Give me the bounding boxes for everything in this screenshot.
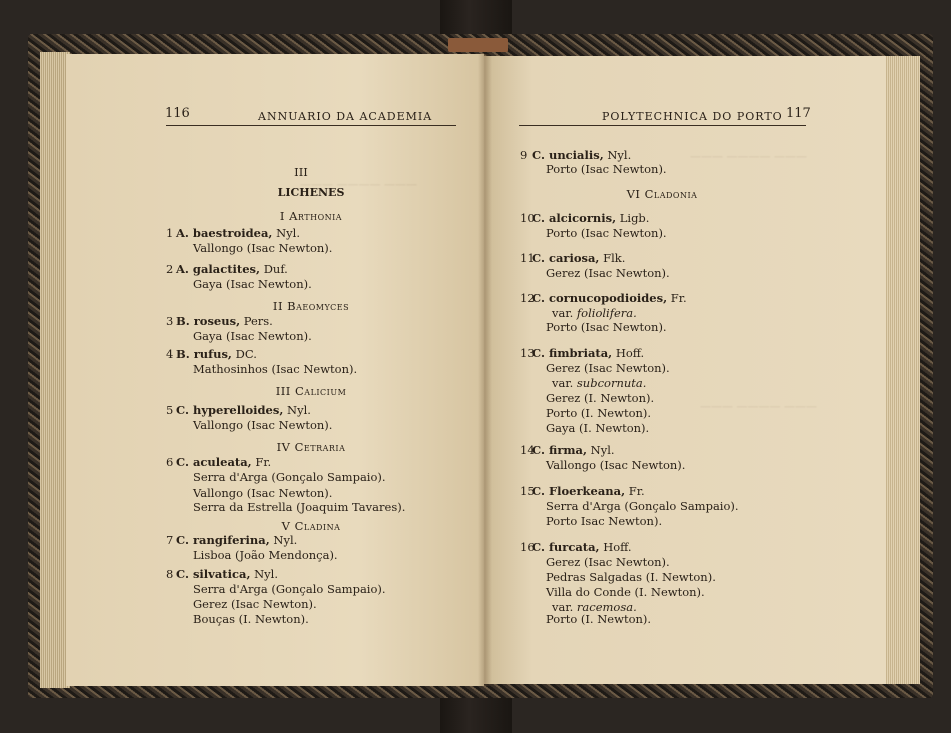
species-name: A. baestroidea, [176,226,273,240]
locality: Serra d'Arga (Gonçalo Sampaio). [193,582,386,596]
genus-heading: IV Cetraria [276,440,346,454]
locality: Porto (Isac Newton). [546,162,667,176]
species-name: B. rufus, [176,347,232,361]
species-name: C. firma, [532,443,588,457]
species-entry [176,403,311,417]
species-number: 3 [166,314,174,328]
locality: Porto (Isac Newton). [546,320,667,334]
species-number: 9 [520,148,528,162]
species-name: C. fimbriata, [532,346,613,360]
locality: Gaya (I. Newton). [546,421,650,435]
species-number: 15 [520,484,535,498]
species-author: Fr. [625,484,645,498]
variety-label: var. [552,600,577,614]
variety-name: subcornuta. [576,376,647,390]
species-entry [176,455,271,469]
species-number: 1 [166,226,174,240]
locality: Lisboa (João Mendonça). [193,548,338,562]
locality: Gerez (Isac Newton). [546,555,670,569]
locality: Gerez (Isac Newton). [193,597,317,611]
species-entry [532,540,632,554]
species-entry [176,262,288,276]
species-entry [532,346,644,360]
species-author: Nyl. [250,567,279,581]
header-rule-right [519,125,806,126]
species-number: 13 [520,346,535,360]
species-number: 12 [520,291,535,305]
variety-name: racemosa. [576,600,637,614]
section-title: LICHENES [277,186,345,199]
species-name: C. cariosa, [532,251,600,265]
locality: Villa do Conde (I. Newton). [546,585,705,599]
species-author: Hoff. [612,346,645,360]
species-author: Fr. [251,455,272,469]
genus-heading: V Cladina [281,519,341,533]
page-number-right: 117 [786,106,811,121]
variety-name: foliolifera. [576,306,637,320]
locality: Gerez (Isac Newton). [546,361,670,375]
page-edges-right [884,56,920,684]
locality: Vallongo (Isac Newton). [193,241,333,255]
species-number: 4 [166,347,174,361]
species-author: Nyl. [272,226,300,240]
locality: Serra d'Arga (Gonçalo Sampaio). [193,470,386,484]
bleed-through: ——— ———— ——— [300,178,417,191]
species-number: 8 [166,567,174,581]
species-number: 7 [166,533,174,547]
species-number: 6 [166,455,174,469]
locality: Mathosinhos (Isac Newton). [193,362,358,376]
species-entry [176,567,278,581]
species-number: 10 [520,211,535,225]
species-author: DC. [231,347,257,361]
species-name: A. galactites, [176,262,261,276]
species-author: Nyl. [283,403,311,417]
spine-tab [448,38,508,52]
species-entry [532,484,645,498]
locality: Gaya (Isac Newton). [193,329,312,343]
species-name: C. cornucopodioides, [532,291,668,305]
species-number: 16 [520,540,535,554]
locality: Porto (I. Newton). [546,612,652,626]
species-name: C. furcata, [532,540,600,554]
species-author: Flk. [599,251,626,265]
locality: Porto (I. Newton). [546,406,652,420]
species-name: C. hyperelloides, [176,403,284,417]
locality: Porto Isac Newton). [546,514,663,528]
bleed-through: ——— ———— ——— [700,400,817,413]
variety-label: var. [552,306,577,320]
locality: Serra d'Arga (Gonçalo Sampaio). [546,499,739,513]
species-author: Duf. [260,262,288,276]
species-name: B. roseus, [176,314,241,328]
variety-label: var. [552,376,577,390]
variety-entry [552,376,646,390]
species-entry [532,443,615,457]
locality: Vallongo (Isac Newton). [193,486,333,500]
locality: Bouças (I. Newton). [193,612,309,626]
section-numeral: III [294,165,308,179]
species-name: C. Floerkeana, [532,484,626,498]
locality: Pedras Salgadas (I. Newton). [546,570,716,584]
locality: Gaya (Isac Newton). [193,277,312,291]
locality: Serra da Estrella (Joaquim Tavares). [193,500,406,514]
locality: Vallongo (Isac Newton). [546,458,686,472]
species-author: Nyl. [603,148,632,162]
genus-heading: VI Cladonia [626,187,698,201]
species-author: Fr. [667,291,687,305]
running-header-left: ANNUARIO DA ACADEMIA [258,110,433,123]
locality: Gerez (Isac Newton). [546,266,670,280]
species-number: 14 [520,443,535,457]
species-name: C. silvatica, [176,567,251,581]
gutter-shadow [478,54,492,686]
species-name: C. rangiferina, [176,533,270,547]
variety-entry [552,306,637,320]
header-rule-left [166,125,456,126]
bleed-through: ——— ———— ——— [690,150,807,163]
genus-heading: III Calicium [275,384,347,398]
species-name: C. aculeata, [176,455,252,469]
spine-bottom [440,695,512,733]
locality: Gerez (I. Newton). [546,391,655,405]
species-number: 5 [166,403,174,417]
species-author: Pers. [240,314,273,328]
species-entry [176,533,297,547]
species-author: Ligb. [616,211,650,225]
species-number: 11 [520,251,535,265]
species-entry [532,211,649,225]
species-entry [532,251,625,265]
species-entry [532,148,631,162]
genus-heading: II Baeomyces [272,299,350,313]
genus-heading: I Arthonia [279,209,343,223]
species-author: Nyl. [269,533,298,547]
species-author: Hoff. [599,540,632,554]
locality: Vallongo (Isac Newton). [193,418,333,432]
species-author: Nyl. [587,443,615,457]
species-number: 2 [166,262,174,276]
running-header-right: POLYTECHNICA DO PORTO [602,110,783,123]
species-name: C. alcicornis, [532,211,617,225]
species-entry [532,291,687,305]
page-number-left: 116 [165,106,190,121]
species-name: C. uncialis, [532,148,604,162]
species-entry [176,347,257,361]
species-entry [176,314,273,328]
species-entry [176,226,300,240]
locality: Porto (Isac Newton). [546,226,667,240]
